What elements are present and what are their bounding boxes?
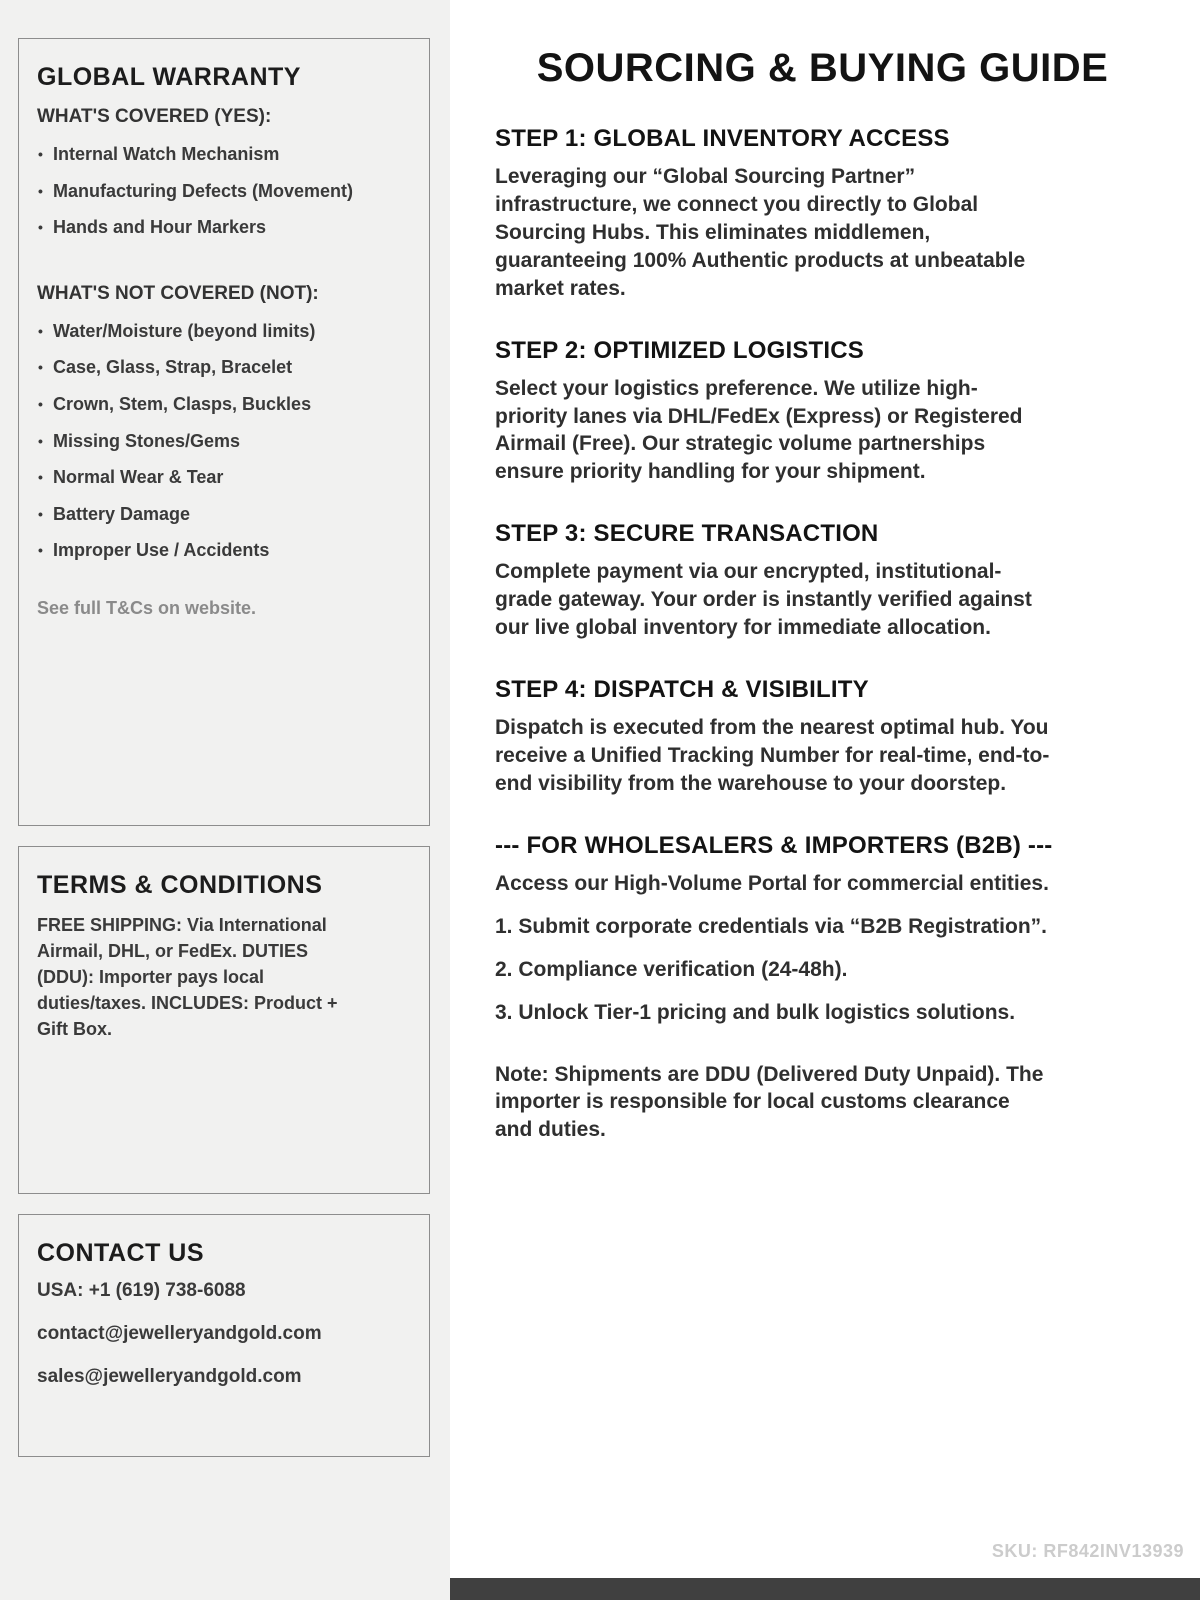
terms-body: FREE SHIPPING: Via International Airmail, DHL, or FedEx. DUTIES (DDU): Importer pays local duties/taxes. INCLUDES: Product + Gift Box. [37, 915, 338, 1040]
page-title: SOURCING & BUYING GUIDE [536, 46, 1109, 90]
b2b-item-2: 2. Compliance verification (24-48h). [495, 957, 848, 981]
list-item: • Case, Glass, Strap, Bracelet [37, 357, 411, 379]
sku-label: SKU: RF842INV13939 [991, 1541, 1184, 1561]
step-section [495, 337, 1110, 487]
step-1-heading: STEP 1: GLOBAL INVENTORY ACCESS [495, 125, 950, 152]
contact-box [18, 1214, 430, 1457]
warranty-box [18, 38, 430, 826]
list-item: • Hands and Hour Markers [37, 217, 411, 239]
terms-title: TERMS & CONDITIONS [37, 871, 323, 899]
terms-box [18, 846, 430, 1194]
not-covered-heading: WHAT'S NOT COVERED (NOT): [37, 282, 319, 304]
b2b-item-3: 3. Unlock Tier-1 pricing and bulk logistics solutions. [495, 1000, 1016, 1024]
step-2-body: Select your logistics preference. We utilize high-priority lanes via DHL/FedEx (Express) or Registered Airmail (Free). Our strategic volume partnerships ensure priority handling for your shipment. [495, 376, 1023, 484]
list-item: • Water/Moisture (beyond limits) [37, 321, 411, 343]
b2b-note: Note: Shipments are DDU (Delivered Duty Unpaid). The importer is responsible for local customs clearance and duties. [495, 1062, 1044, 1142]
step-2-heading: STEP 2: OPTIMIZED LOGISTICS [495, 336, 864, 364]
list-item: • Normal Wear & Tear [37, 467, 411, 489]
list-item: • Improper Use / Accidents [37, 540, 411, 562]
covered-list [37, 144, 411, 239]
list-item: • Crown, Stem, Clasps, Buckles [37, 394, 411, 416]
list-item: • Missing Stones/Gems [37, 431, 411, 453]
b2b-section [495, 832, 1110, 1144]
step-section [495, 125, 1110, 303]
list-item: • Internal Watch Mechanism [37, 144, 411, 166]
b2b-intro: Access our High-Volume Portal for commercial entities. [495, 871, 1049, 895]
contact-email: contact@jewelleryandgold.com [37, 1322, 322, 1344]
step-4-body: Dispatch is executed from the nearest optimal hub. You receive a Unified Tracking Number for real-time, end-to-end visibility from the warehouse to your doorstep. [495, 716, 1050, 795]
contact-title: CONTACT US [37, 1239, 205, 1267]
step-3-heading: STEP 3: SECURE TRANSACTION [495, 520, 879, 548]
footer-bar [450, 1578, 1200, 1600]
step-4-heading: STEP 4: DISPATCH & VISIBILITY [495, 676, 869, 704]
covered-heading: WHAT'S COVERED (YES): [37, 106, 272, 127]
sales-email: sales@jewelleryandgold.com [37, 1365, 302, 1387]
step-section [495, 520, 1110, 642]
warranty-title: GLOBAL WARRANTY [37, 63, 301, 91]
b2b-heading: --- FOR WHOLESALERS & IMPORTERS (B2B) --- [495, 831, 1053, 859]
sidebar [0, 0, 450, 1600]
step-1-body: Leveraging our “Global Sourcing Partner” infrastructure, we connect you directly to Global Sourcing Hubs. This eliminates middlemen, guaranteeing 100% Authentic products at unbeatable market rates. [495, 165, 1026, 300]
contact-phone: USA: +1 (619) 738-6088 [37, 1280, 246, 1301]
step-3-body: Complete payment via our encrypted, institutional-grade gateway. Your order is instantly verified against our live global inventory for immediate allocation. [495, 560, 1032, 640]
main-content [450, 0, 1200, 1600]
list-item: • Manufacturing Defects (Movement) [37, 181, 411, 203]
step-section [495, 676, 1110, 798]
b2b-item-1: 1. Submit corporate credentials via “B2B Registration”. [495, 914, 1047, 938]
not-covered-list [37, 321, 411, 562]
list-item: • Battery Damage [37, 504, 411, 526]
warranty-footnote: See full T&Cs on website. [37, 597, 257, 618]
